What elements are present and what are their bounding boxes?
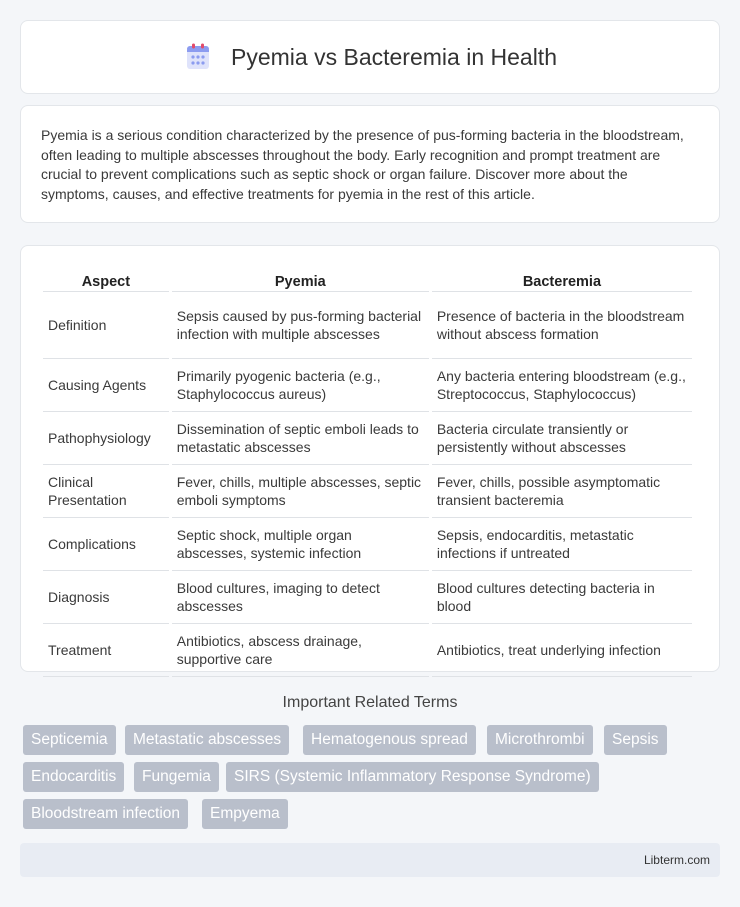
page-title: Pyemia vs Bacteremia in Health [231, 43, 557, 70]
table-row [43, 359, 692, 412]
document-grid-icon [183, 42, 213, 72]
tag-empyema[interactable]: Empyema [202, 799, 288, 829]
row-bacteremia: Blood cultures detecting bacteria in blood [432, 571, 692, 624]
table-row [43, 412, 692, 465]
intro-paragraph: Pyemia is a serious condition characterized by the presence of pus-forming bacteria in the bloodstream, often leading to multiple abscesses throughout the body. Early recognition and prompt treatment are crucial to prevent complications such as septic shock or organ failure. Discover more about the symptoms, causes, and effective treatments for pyemia in the rest of this article. [41, 127, 684, 202]
row-pyemia: Dissemination of septic emboli leads to metastatic abscesses [172, 412, 429, 465]
header-pyemia: Pyemia [172, 264, 429, 292]
comparison-table [40, 264, 695, 677]
footer-brand[interactable]: Libterm.com [643, 853, 710, 867]
table-row [43, 292, 692, 359]
row-bacteremia: Bacteria circulate transiently or persistently without abscesses [432, 412, 692, 465]
table-row [43, 518, 692, 571]
tag-sepsis[interactable]: Sepsis [604, 725, 667, 755]
row-bacteremia: Sepsis, endocarditis, metastatic infections if untreated [432, 518, 692, 571]
tag-sirs[interactable]: SIRS (Systemic Inflammatory Response Syndrome) [226, 762, 599, 792]
row-aspect: Complications [43, 518, 169, 571]
row-aspect: Diagnosis [43, 571, 169, 624]
row-pyemia: Septic shock, multiple organ abscesses, systemic infection [172, 518, 429, 571]
table-header-row [43, 264, 692, 292]
row-bacteremia: Presence of bacteria in the bloodstream without abscess formation [432, 292, 692, 359]
row-bacteremia: Any bacteria entering bloodstream (e.g., Streptococcus, Staphylococcus) [432, 359, 692, 412]
table-row [43, 465, 692, 518]
header-bacteremia: Bacteremia [432, 264, 692, 292]
table-row [43, 571, 692, 624]
tag-endocarditis[interactable]: Endocarditis [23, 762, 124, 792]
tag-microthrombi[interactable]: Microthrombi [487, 725, 593, 755]
tag-metastatic-abscesses[interactable]: Metastatic abscesses [125, 725, 289, 755]
header [183, 42, 557, 72]
tag-fungemia[interactable]: Fungemia [134, 762, 219, 792]
tag-hematogenous-spread[interactable]: Hematogenous spread [303, 725, 476, 755]
row-bacteremia: Antibiotics, treat underlying infection [432, 624, 692, 677]
row-aspect: Clinical Presentation [43, 465, 169, 518]
row-pyemia: Sepsis caused by pus-forming bacterial infection with multiple abscesses [172, 292, 429, 359]
row-pyemia: Blood cultures, imaging to detect abscesses [172, 571, 429, 624]
table-row [43, 624, 692, 677]
row-aspect: Definition [43, 292, 169, 359]
row-pyemia: Primarily pyogenic bacteria (e.g., Staphylococcus aureus) [172, 359, 429, 412]
related-terms-title: Important Related Terms [282, 694, 458, 711]
tag-septicemia[interactable]: Septicemia [23, 725, 116, 755]
intro-card [20, 105, 720, 223]
row-pyemia: Antibiotics, abscess drainage, supportive care [172, 624, 429, 677]
row-aspect: Causing Agents [43, 359, 169, 412]
tag-bloodstream-infection[interactable]: Bloodstream infection [23, 799, 188, 829]
row-pyemia: Fever, chills, multiple abscesses, septic emboli symptoms [172, 465, 429, 518]
row-aspect: Treatment [43, 624, 169, 677]
header-aspect: Aspect [43, 264, 169, 292]
footer [20, 843, 720, 877]
row-aspect: Pathophysiology [43, 412, 169, 465]
header-card [20, 20, 720, 94]
comparison-card [20, 245, 720, 672]
row-bacteremia: Fever, chills, possible asymptomatic transient bacteremia [432, 465, 692, 518]
